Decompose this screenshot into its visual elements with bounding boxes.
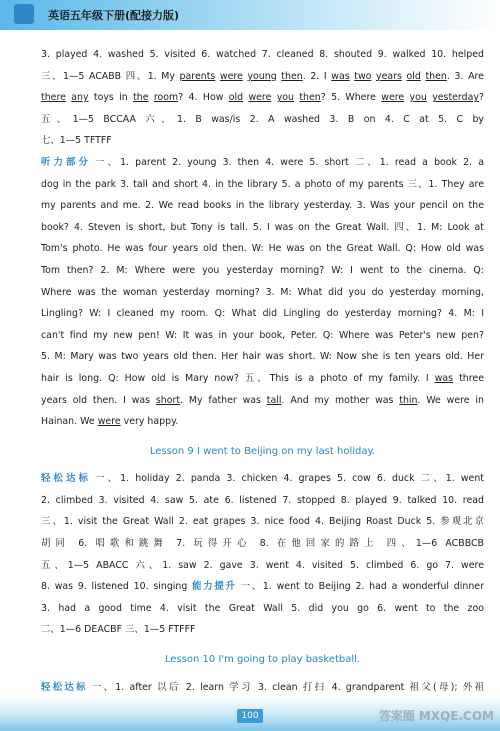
answer-text: 3. had a good time 4. visit the Great Wall 5. did you go 6. went to the zoo: [41, 602, 484, 614]
watermark-logo: 答案圈 MXQE.COM: [378, 709, 494, 723]
answer-line: [41, 619, 484, 641]
answer-line: [41, 598, 484, 620]
answer-text: ?: [478, 92, 484, 104]
answer-line: [41, 411, 484, 433]
answer-text: 5. M: Mary was two years old then. Her hair was short. W: Now she is ten years old. Her: [41, 351, 484, 363]
section-label: 轻松达标: [41, 681, 88, 693]
answer-text: can't find my new pen! W: It was in your book, Peter. Q: Where was Peter's new pen?: [41, 329, 484, 341]
underlined-answer: was: [331, 70, 350, 82]
answer-line: [41, 66, 484, 88]
underlined-answer: there: [41, 92, 66, 104]
answer-line: [41, 368, 484, 390]
answer-text: 五、1—5 BCCAA 六、1. B was/is 2. A washed 3. B on 4. C at 5. C by: [41, 113, 484, 125]
answer-text: 三、1—5 ACABB 四、1. My: [41, 70, 180, 82]
underlined-answer: you: [409, 92, 427, 104]
answer-text: 一、1. went to Beijing 2. had a wonderful dinner: [240, 581, 484, 593]
underlined-answer: the: [133, 92, 149, 104]
answer-text: three: [453, 372, 484, 384]
answer-text: toys in: [88, 92, 134, 104]
section-label: 听力部分: [41, 156, 92, 168]
answer-text: Where was the woman yesterday morning? 3. M: What did you do yesterday morning,: [41, 286, 484, 298]
lesson-heading: Lesson 10 I'm going to play basketball.: [164, 654, 361, 666]
answer-line: [41, 195, 484, 217]
answer-line: [41, 346, 484, 368]
underlined-answer: young: [247, 70, 277, 82]
answer-text: hair is long. Q: How old is Mary now? 五、This is a photo of my family. I: [41, 372, 435, 384]
answer-line: [41, 533, 484, 555]
answer-line: [41, 677, 484, 699]
answer-line: [41, 468, 484, 490]
page-header: [0, 0, 500, 30]
underlined-answer: parents: [179, 70, 216, 82]
answer-line: [41, 511, 484, 533]
answer-text: . And my mother was: [281, 394, 400, 406]
answer-text: Tom then? 2. M: Where were you yesterday morning? W: I went to the cinema. Q:: [41, 264, 484, 276]
answer-line: [41, 282, 484, 304]
answer-text: Tom's photo. He was four years old then. W: He was on the Great Wall. Q: How old was: [41, 243, 484, 255]
answer-line: [41, 325, 484, 347]
answer-text: 七、1—5 TFTFF: [41, 135, 112, 147]
underlined-answer: any: [71, 92, 89, 104]
underlined-answer: then: [299, 92, 321, 104]
book-logo-icon: [14, 4, 34, 24]
answer-text: 2. climbed 3. visited 4. saw 5. ate 6. listened 7. stopped 8. played 9. talked 10. read: [41, 494, 484, 506]
answer-text: 一、1. parent 2. young 3. then 4. were 5. short 二、1. read a book 2. a: [95, 156, 484, 168]
section-label: 轻松达标: [41, 473, 92, 485]
answer-line: [41, 87, 484, 109]
answer-text: 3. played 4. washed 5. visited 6. watched 7. cleaned 8. shouted 9. walked 10. helped: [41, 49, 484, 60]
header-title: 英语五年级下册(配接力版): [48, 9, 180, 22]
answer-text: my parents and me. 2. We read books in the library yesterday. 3. Was your pencil on the: [41, 200, 484, 212]
underlined-answer: were: [219, 70, 243, 82]
answer-text: . My father was: [180, 394, 267, 406]
underlined-answer: you: [276, 92, 295, 104]
answer-text: . We were in: [417, 394, 484, 406]
answer-line: [41, 390, 484, 412]
underlined-answer: then: [281, 70, 303, 82]
answer-line: [41, 260, 484, 282]
answer-line: [41, 555, 484, 577]
answer-text: book? 4. Steven is short, but Tony is tall. 5. I was on the Great Wall. 四、1. M: Look at: [41, 221, 484, 233]
answer-line: [41, 576, 484, 598]
section-label: 能力提升: [192, 581, 237, 593]
underlined-answer: then: [425, 70, 447, 82]
answer-line: [41, 490, 484, 512]
answer-line: [41, 44, 484, 66]
answer-line: [41, 238, 484, 260]
answer-text: 一、1. after 以后 2. learn 学习 3. clean 打扫 4. grandparent 祖父(母); 外祖: [91, 681, 484, 693]
answer-content: [41, 44, 484, 698]
answer-text: 一、1. holiday 2. panda 3. chicken 4. grapes 5. cow 6. duck 二、1. went: [95, 473, 484, 485]
answer-text: 8. was 9. listened 10. singing: [41, 581, 193, 593]
page-number: 100: [237, 709, 263, 723]
answer-line: [41, 130, 484, 152]
underlined-answer: short: [155, 394, 181, 406]
underlined-answer: old: [406, 70, 421, 82]
underlined-answer: were: [248, 92, 272, 104]
answer-text: 五、1—5 ABACC 六、1. saw 2. gave 3. went 4. visited 5. climbed 6. go 7. were: [41, 559, 484, 571]
answer-text: years old then. I was: [41, 394, 156, 406]
answer-text: 三、1. visit the Great Wall 2. eat grapes 3. nice food 4. Beijing Roast Duck 5. 参观北京: [41, 516, 484, 528]
page-footer: [0, 697, 500, 731]
answer-text: . 2. I: [302, 70, 332, 82]
lesson-heading: Lesson 9 I went to Beijing on my last holiday.: [149, 445, 376, 457]
underlined-answer: old: [228, 92, 244, 104]
answer-text: ? 4. How: [178, 92, 229, 104]
answer-text: Hainan. We: [41, 416, 98, 428]
answer-text: 二、1—6 DEACBF 三、1—5 FTFFF: [41, 624, 196, 636]
underlined-answer: yesterday: [432, 92, 479, 104]
answer-text: Lingling? W: I cleaned my room. Q: What did Lingling do yesterday morning? 4. M: I: [41, 308, 484, 320]
answer-line: [41, 152, 484, 174]
underlined-answer: two: [354, 70, 372, 82]
underlined-answer: tall: [266, 394, 282, 406]
underlined-answer: were: [97, 416, 121, 428]
answer-line: [41, 303, 484, 325]
answer-text: ? 5. Where: [320, 92, 382, 104]
answer-text: very happy.: [120, 416, 179, 428]
answer-text: . 3. Are: [446, 70, 484, 82]
answer-text: dog in the park 3. tall and short 4. in the library 5. a photo of my parents 三、1. They are: [41, 178, 484, 190]
underlined-answer: was: [434, 372, 454, 384]
underlined-answer: room: [153, 92, 179, 104]
answer-text: 胡同 6. 唱歌和跳舞 7. 玩得开心 8. 在他回家的路上 四、1—6 ACBBCB: [41, 538, 484, 550]
underlined-answer: thin: [399, 394, 418, 406]
underlined-answer: were: [381, 92, 405, 104]
underlined-answer: years: [376, 70, 402, 82]
answer-line: [41, 217, 484, 239]
answer-line: [41, 109, 484, 131]
answer-line: [41, 174, 484, 196]
